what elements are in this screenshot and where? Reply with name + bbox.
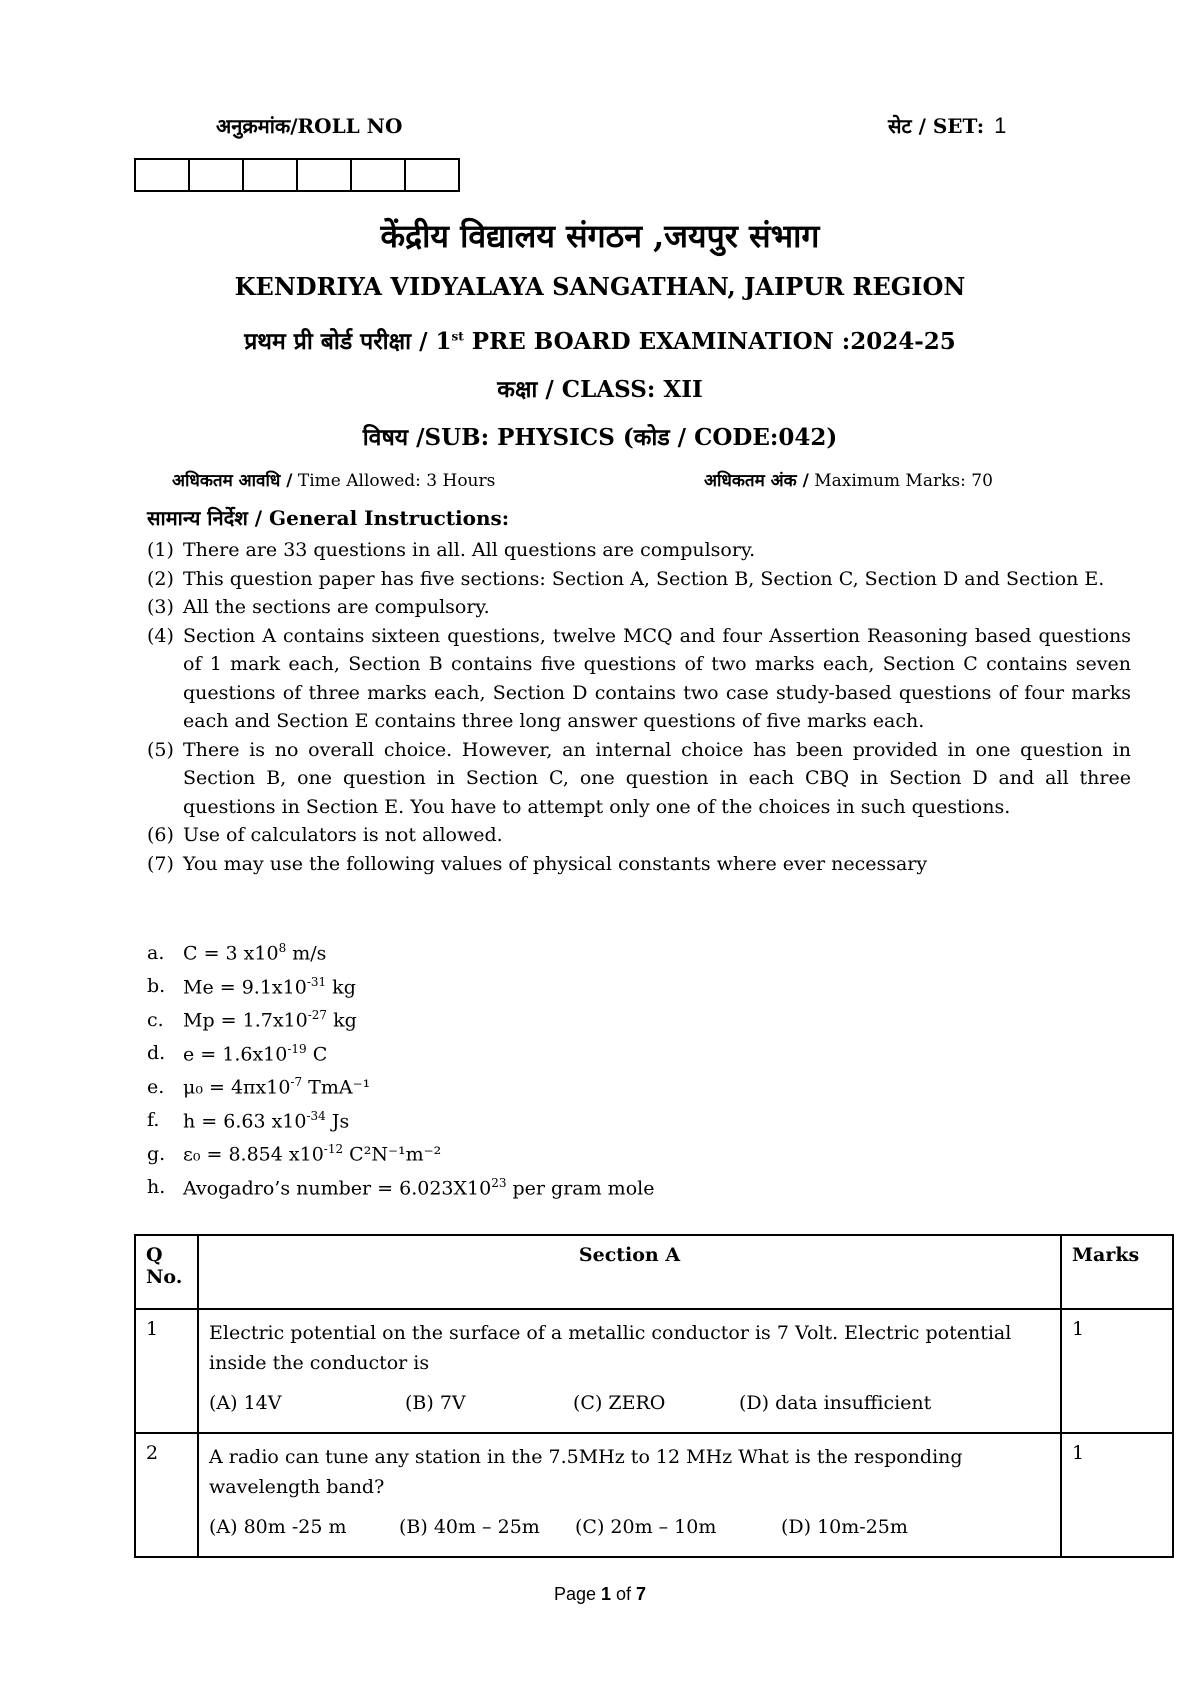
constant-unit: TmA⁻¹ [302, 1076, 371, 1099]
subject-line: विषय /SUB: PHYSICS (कोड / CODE:042) [362, 424, 838, 451]
constant-exponent: 8 [278, 941, 287, 956]
instruction-text: Use of calculators is not allowed. [183, 824, 503, 846]
question-number: 2 [135, 1433, 198, 1557]
instruction-text: You may use the following values of physical constants where ever necessary [183, 852, 928, 875]
instruction-text: All the sections are compulsory. [183, 596, 490, 618]
page-of: of [611, 1584, 637, 1604]
constant-base: ε₀ = 8.854 x10 [183, 1143, 324, 1166]
instruction-item [147, 536, 1131, 565]
table-header-row [135, 1235, 1173, 1309]
col-q-header: Q No. [135, 1235, 198, 1309]
constant-base: μ₀ = 4πx10 [183, 1076, 291, 1099]
constant-value [183, 1008, 357, 1031]
instruction-item [147, 593, 1131, 622]
constant-exponent: -27 [307, 1008, 328, 1023]
constant-value [183, 941, 326, 964]
constant-label: b. [147, 975, 166, 998]
constant-value [183, 1142, 441, 1165]
class-line: कक्षा / CLASS: XII [497, 376, 703, 403]
question-text: Electric potential on the surface of a metallic conductor is 7 Volt. Electric potential inside the conductor is [209, 1322, 1012, 1374]
question-text: A radio can tune any station in the 7.5MHz to 12 MHz What is the responding wavelength band? [209, 1446, 963, 1498]
col-marks-header: Marks [1061, 1235, 1173, 1309]
option-c[interactable]: (C) ZERO [573, 1392, 666, 1414]
instruction-number: (6) [147, 824, 174, 846]
constant-exponent: -31 [306, 974, 327, 989]
constant-label: g. [147, 1142, 166, 1165]
roll-box[interactable] [298, 160, 352, 190]
page-total: 7 [636, 1584, 647, 1604]
constant-unit: C [306, 1042, 328, 1065]
question-cell [198, 1309, 1061, 1433]
table-row [135, 1309, 1173, 1433]
roll-box[interactable] [136, 160, 190, 190]
constant-value [183, 1075, 370, 1098]
page-number: 1 [601, 1584, 612, 1604]
constant-item [147, 1070, 654, 1104]
constants-list [147, 936, 654, 1204]
constant-label: f. [147, 1109, 160, 1132]
instruction-text: There is no overall choice. However, an internal choice has been provided in one question in Section B, one question in Section C, one question in each CBQ in Section D and all three questions in Section E. You have to attempt only one of the choices in such questions. [183, 738, 1131, 818]
question-marks: 1 [1061, 1309, 1173, 1433]
constant-item [147, 936, 654, 970]
instruction-text: This question paper has five sections: Section A, Section B, Section C, Section D and Section E. [183, 567, 1105, 590]
time-label: अधिकतम आवधि / [172, 471, 293, 491]
instruction-text: There are 33 questions in all. All questions are compulsory. [183, 539, 756, 561]
constant-label: e. [147, 1075, 165, 1098]
constant-value [183, 975, 356, 998]
constant-item [147, 1037, 654, 1071]
option-d[interactable]: (D) 10m-25m [781, 1516, 908, 1538]
option-b[interactable]: (B) 40m – 25m [399, 1516, 540, 1538]
instruction-item [147, 565, 1131, 594]
roll-box[interactable] [244, 160, 298, 190]
options-row [209, 1516, 1050, 1538]
time-allowed [172, 468, 495, 491]
roll-no-boxes[interactable] [134, 158, 460, 192]
constant-item [147, 1137, 654, 1171]
org-title-hindi: केंद्रीय विद्यालय संगठन ,जयपुर संभाग [380, 217, 820, 255]
constant-unit: per gram mole [506, 1176, 655, 1199]
instructions-list [147, 536, 1131, 878]
constant-base: Avogadro’s number = 6.023X10 [183, 1176, 492, 1199]
constant-base: e = 1.6x10 [183, 1042, 288, 1065]
constant-value [183, 1176, 654, 1199]
question-number: 1 [135, 1309, 198, 1433]
exam-title [0, 324, 1200, 356]
marks-value: Maximum Marks: 70 [814, 471, 993, 491]
page-footer [0, 1584, 1200, 1605]
constant-item [147, 1171, 654, 1205]
instruction-number: (4) [147, 624, 174, 647]
instruction-number: (7) [147, 852, 174, 875]
question-cell [198, 1433, 1061, 1557]
page-prefix: Page [553, 1584, 601, 1604]
set-value: 1 [994, 113, 1007, 138]
set-indicator [888, 112, 1006, 139]
constant-base: h = 6.63 x10 [183, 1109, 307, 1132]
constant-exponent: -19 [287, 1041, 307, 1056]
instruction-number: (5) [147, 738, 174, 761]
roll-no-label: अनुक्रमांक/ROLL NO [216, 114, 403, 138]
table-row [135, 1433, 1173, 1557]
instructions-heading: सामान्य निर्देश / General Instructions: [147, 506, 510, 530]
instruction-item [147, 821, 1131, 850]
constant-value [183, 1042, 327, 1065]
constant-value [183, 1109, 349, 1132]
exam-suffix: PRE BOARD EXAMINATION :2024-25 [463, 328, 956, 355]
exam-sup: st [451, 329, 464, 344]
maximum-marks [704, 468, 993, 491]
constant-exponent: -12 [323, 1142, 344, 1157]
constant-exponent: -34 [306, 1108, 326, 1123]
options-row [209, 1392, 1050, 1414]
option-c[interactable]: (C) 20m – 10m [575, 1516, 717, 1538]
option-b[interactable]: (B) 7V [405, 1392, 466, 1414]
org-title-english: KENDRIYA VIDYALAYA SANGATHAN, JAIPUR REGION [234, 272, 966, 301]
roll-box[interactable] [406, 160, 458, 190]
constant-base: C = 3 x10 [183, 942, 279, 965]
option-a[interactable]: (A) 14V [209, 1392, 282, 1414]
instruction-number: (1) [147, 539, 174, 561]
instruction-item [147, 622, 1131, 736]
constant-label: a. [147, 941, 165, 964]
instruction-item [147, 850, 1131, 879]
roll-box[interactable] [190, 160, 244, 190]
instruction-number: (2) [147, 567, 174, 590]
constant-item [147, 970, 654, 1004]
time-value: Time Allowed: 3 Hours [297, 471, 496, 491]
exam-prefix: प्रथम प्री बोर्ड परीक्षा / 1 [244, 328, 452, 355]
constant-base: Me = 9.1x10 [183, 975, 307, 998]
constant-unit: kg [327, 1009, 357, 1032]
constant-unit: kg [326, 975, 356, 998]
constant-label: c. [147, 1008, 164, 1031]
constant-unit: C²N⁻¹m⁻² [343, 1143, 442, 1166]
constant-label: h. [147, 1176, 166, 1199]
questions-table [134, 1234, 1174, 1558]
marks-label: अधिकतम अंक / [704, 471, 809, 491]
constant-item [147, 1003, 654, 1037]
roll-box[interactable] [352, 160, 406, 190]
instruction-number: (3) [147, 596, 174, 618]
question-marks: 1 [1061, 1433, 1173, 1557]
constant-unit: Js [325, 1109, 350, 1132]
section-header: Section A [198, 1235, 1061, 1309]
option-a[interactable]: (A) 80m -25 m [209, 1516, 347, 1538]
constant-unit: m/s [286, 942, 327, 965]
set-label: सेट / SET: [888, 114, 985, 138]
constant-label: d. [147, 1042, 166, 1065]
constant-exponent: 23 [491, 1175, 507, 1190]
instruction-text: Section A contains sixteen questions, twelve MCQ and four Assertion Reasoning based questions of 1 mark each, Section B contains five questions of two marks each, Section C contains seven questions of three marks each, Section D contains two case study-based questions of four marks each and Section E contains three long answer questions of five marks each. [183, 624, 1131, 732]
constant-exponent: -7 [290, 1075, 303, 1090]
option-d[interactable]: (D) data insufficient [739, 1392, 932, 1414]
constant-base: Mp = 1.7x10 [183, 1009, 308, 1032]
instruction-item [147, 736, 1131, 822]
constant-item [147, 1104, 654, 1138]
